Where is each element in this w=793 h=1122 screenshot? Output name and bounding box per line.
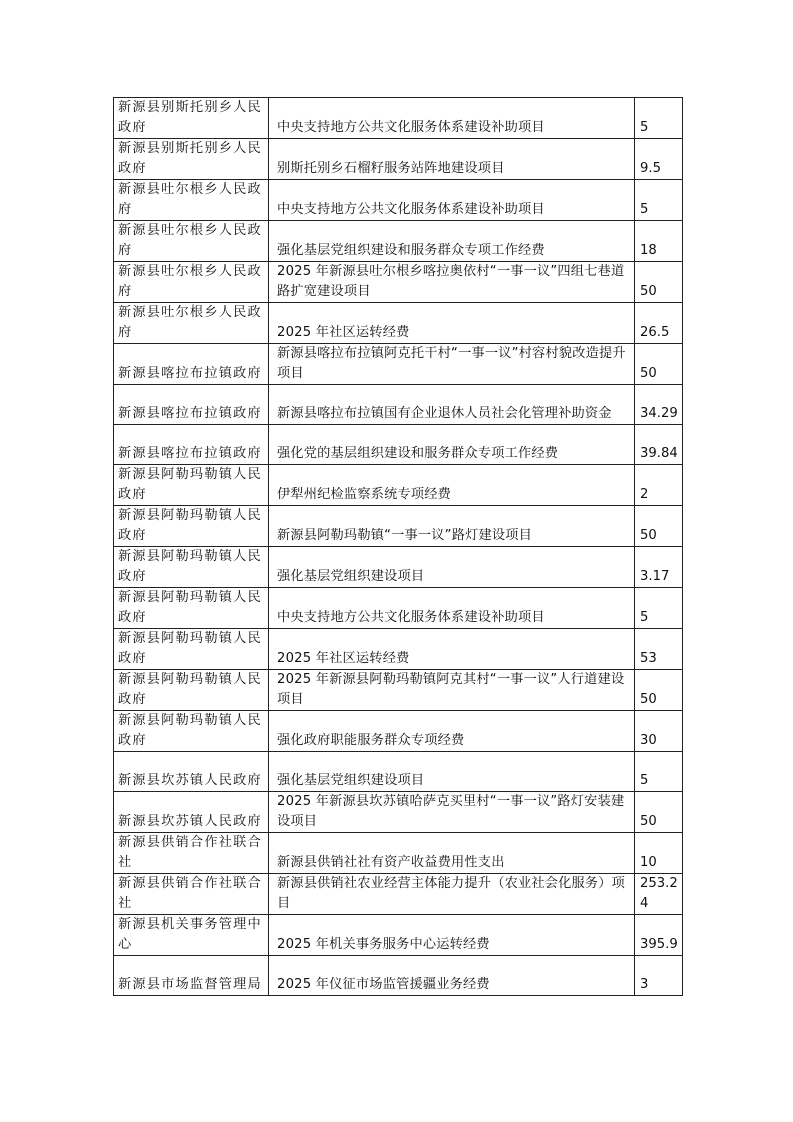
department-cell: 新源县喀拉布拉镇政府 [114, 425, 269, 465]
amount-cell: 50 [635, 792, 683, 833]
amount-cell: 50 [635, 506, 683, 547]
amount-cell: 5 [635, 98, 683, 139]
department-cell: 新源县阿勒玛勒镇人民政府 [114, 465, 269, 506]
amount-cell: 9.5 [635, 139, 683, 180]
project-cell: 中央支持地方公共文化服务体系建设补助项目 [269, 588, 635, 629]
department-cell: 新源县供销合作社联合社 [114, 833, 269, 874]
amount-cell: 53 [635, 629, 683, 670]
table-row [114, 629, 683, 670]
amount-cell: 5 [635, 588, 683, 629]
department-cell: 新源县吐尔根乡人民政府 [114, 262, 269, 303]
project-cell: 别斯托别乡石榴籽服务站阵地建设项目 [269, 139, 635, 180]
department-cell: 新源县吐尔根乡人民政府 [114, 180, 269, 221]
department-cell: 新源县喀拉布拉镇政府 [114, 344, 269, 385]
table-row [114, 833, 683, 874]
project-cell: 新源县喀拉布拉镇阿克托干村“一事一议”村容村貌改造提升项目 [269, 344, 635, 385]
department-cell: 新源县坎苏镇人民政府 [114, 792, 269, 833]
department-cell: 新源县市场监督管理局 [114, 956, 269, 996]
project-cell: 新源县喀拉布拉镇国有企业退休人员社会化管理补助资金 [269, 385, 635, 425]
project-cell: 强化基层党组织建设项目 [269, 752, 635, 792]
table-row [114, 385, 683, 425]
project-cell: 2025 年新源县阿勒玛勒镇阿克其村“一事一议”人行道建设项目 [269, 670, 635, 711]
table-row [114, 98, 683, 139]
table-row [114, 874, 683, 915]
table-row [114, 711, 683, 752]
table-row [114, 262, 683, 303]
budget-table [113, 97, 683, 996]
table-row [114, 506, 683, 547]
amount-cell: 39.84 [635, 425, 683, 465]
department-cell: 新源县阿勒玛勒镇人民政府 [114, 547, 269, 588]
department-cell: 新源县吐尔根乡人民政府 [114, 303, 269, 344]
project-cell: 中央支持地方公共文化服务体系建设补助项目 [269, 180, 635, 221]
department-cell: 新源县喀拉布拉镇政府 [114, 385, 269, 425]
amount-cell: 395.9 [635, 915, 683, 956]
amount-cell: 253.24 [635, 874, 683, 915]
amount-cell: 50 [635, 670, 683, 711]
project-cell: 2025 年社区运转经费 [269, 303, 635, 344]
amount-cell: 10 [635, 833, 683, 874]
table-row [114, 956, 683, 996]
department-cell: 新源县阿勒玛勒镇人民政府 [114, 506, 269, 547]
project-cell: 强化基层党组织建设项目 [269, 547, 635, 588]
table-row [114, 180, 683, 221]
amount-cell: 30 [635, 711, 683, 752]
project-cell: 强化党的基层组织建设和服务群众专项工作经费 [269, 425, 635, 465]
project-cell: 新源县供销社社有资产收益费用性支出 [269, 833, 635, 874]
project-cell: 新源县供销社农业经营主体能力提升（农业社会化服务）项目 [269, 874, 635, 915]
amount-cell: 26.5 [635, 303, 683, 344]
project-cell: 中央支持地方公共文化服务体系建设补助项目 [269, 98, 635, 139]
project-cell: 2025 年仪征市场监管援疆业务经费 [269, 956, 635, 996]
project-cell: 2025 年新源县坎苏镇哈萨克买里村“一事一议”路灯安装建设项目 [269, 792, 635, 833]
department-cell: 新源县机关事务管理中心 [114, 915, 269, 956]
project-cell: 强化政府职能服务群众专项经费 [269, 711, 635, 752]
table-row [114, 547, 683, 588]
project-cell: 2025 年新源县吐尔根乡喀拉奥依村“一事一议”四组七巷道路扩宽建设项目 [269, 262, 635, 303]
department-cell: 新源县阿勒玛勒镇人民政府 [114, 670, 269, 711]
table-row [114, 792, 683, 833]
table-row [114, 139, 683, 180]
project-cell: 新源县阿勒玛勒镇“一事一议”路灯建设项目 [269, 506, 635, 547]
amount-cell: 2 [635, 465, 683, 506]
amount-cell: 50 [635, 262, 683, 303]
department-cell: 新源县吐尔根乡人民政府 [114, 221, 269, 262]
department-cell: 新源县坎苏镇人民政府 [114, 752, 269, 792]
department-cell: 新源县别斯托别乡人民政府 [114, 98, 269, 139]
table-row [114, 915, 683, 956]
amount-cell: 3 [635, 956, 683, 996]
table-row [114, 588, 683, 629]
table-row [114, 425, 683, 465]
project-cell: 2025 年社区运转经费 [269, 629, 635, 670]
table-row [114, 465, 683, 506]
project-cell: 伊犁州纪检监察系统专项经费 [269, 465, 635, 506]
department-cell: 新源县供销合作社联合社 [114, 874, 269, 915]
project-cell: 2025 年机关事务服务中心运转经费 [269, 915, 635, 956]
department-cell: 新源县别斯托别乡人民政府 [114, 139, 269, 180]
table-row [114, 344, 683, 385]
table-row [114, 670, 683, 711]
amount-cell: 34.29 [635, 385, 683, 425]
amount-cell: 5 [635, 752, 683, 792]
table-row [114, 221, 683, 262]
amount-cell: 50 [635, 344, 683, 385]
table-row [114, 752, 683, 792]
table-row [114, 303, 683, 344]
department-cell: 新源县阿勒玛勒镇人民政府 [114, 711, 269, 752]
amount-cell: 5 [635, 180, 683, 221]
amount-cell: 3.17 [635, 547, 683, 588]
table-body [114, 98, 683, 996]
department-cell: 新源县阿勒玛勒镇人民政府 [114, 588, 269, 629]
amount-cell: 18 [635, 221, 683, 262]
project-cell: 强化基层党组织建设和服务群众专项工作经费 [269, 221, 635, 262]
department-cell: 新源县阿勒玛勒镇人民政府 [114, 629, 269, 670]
